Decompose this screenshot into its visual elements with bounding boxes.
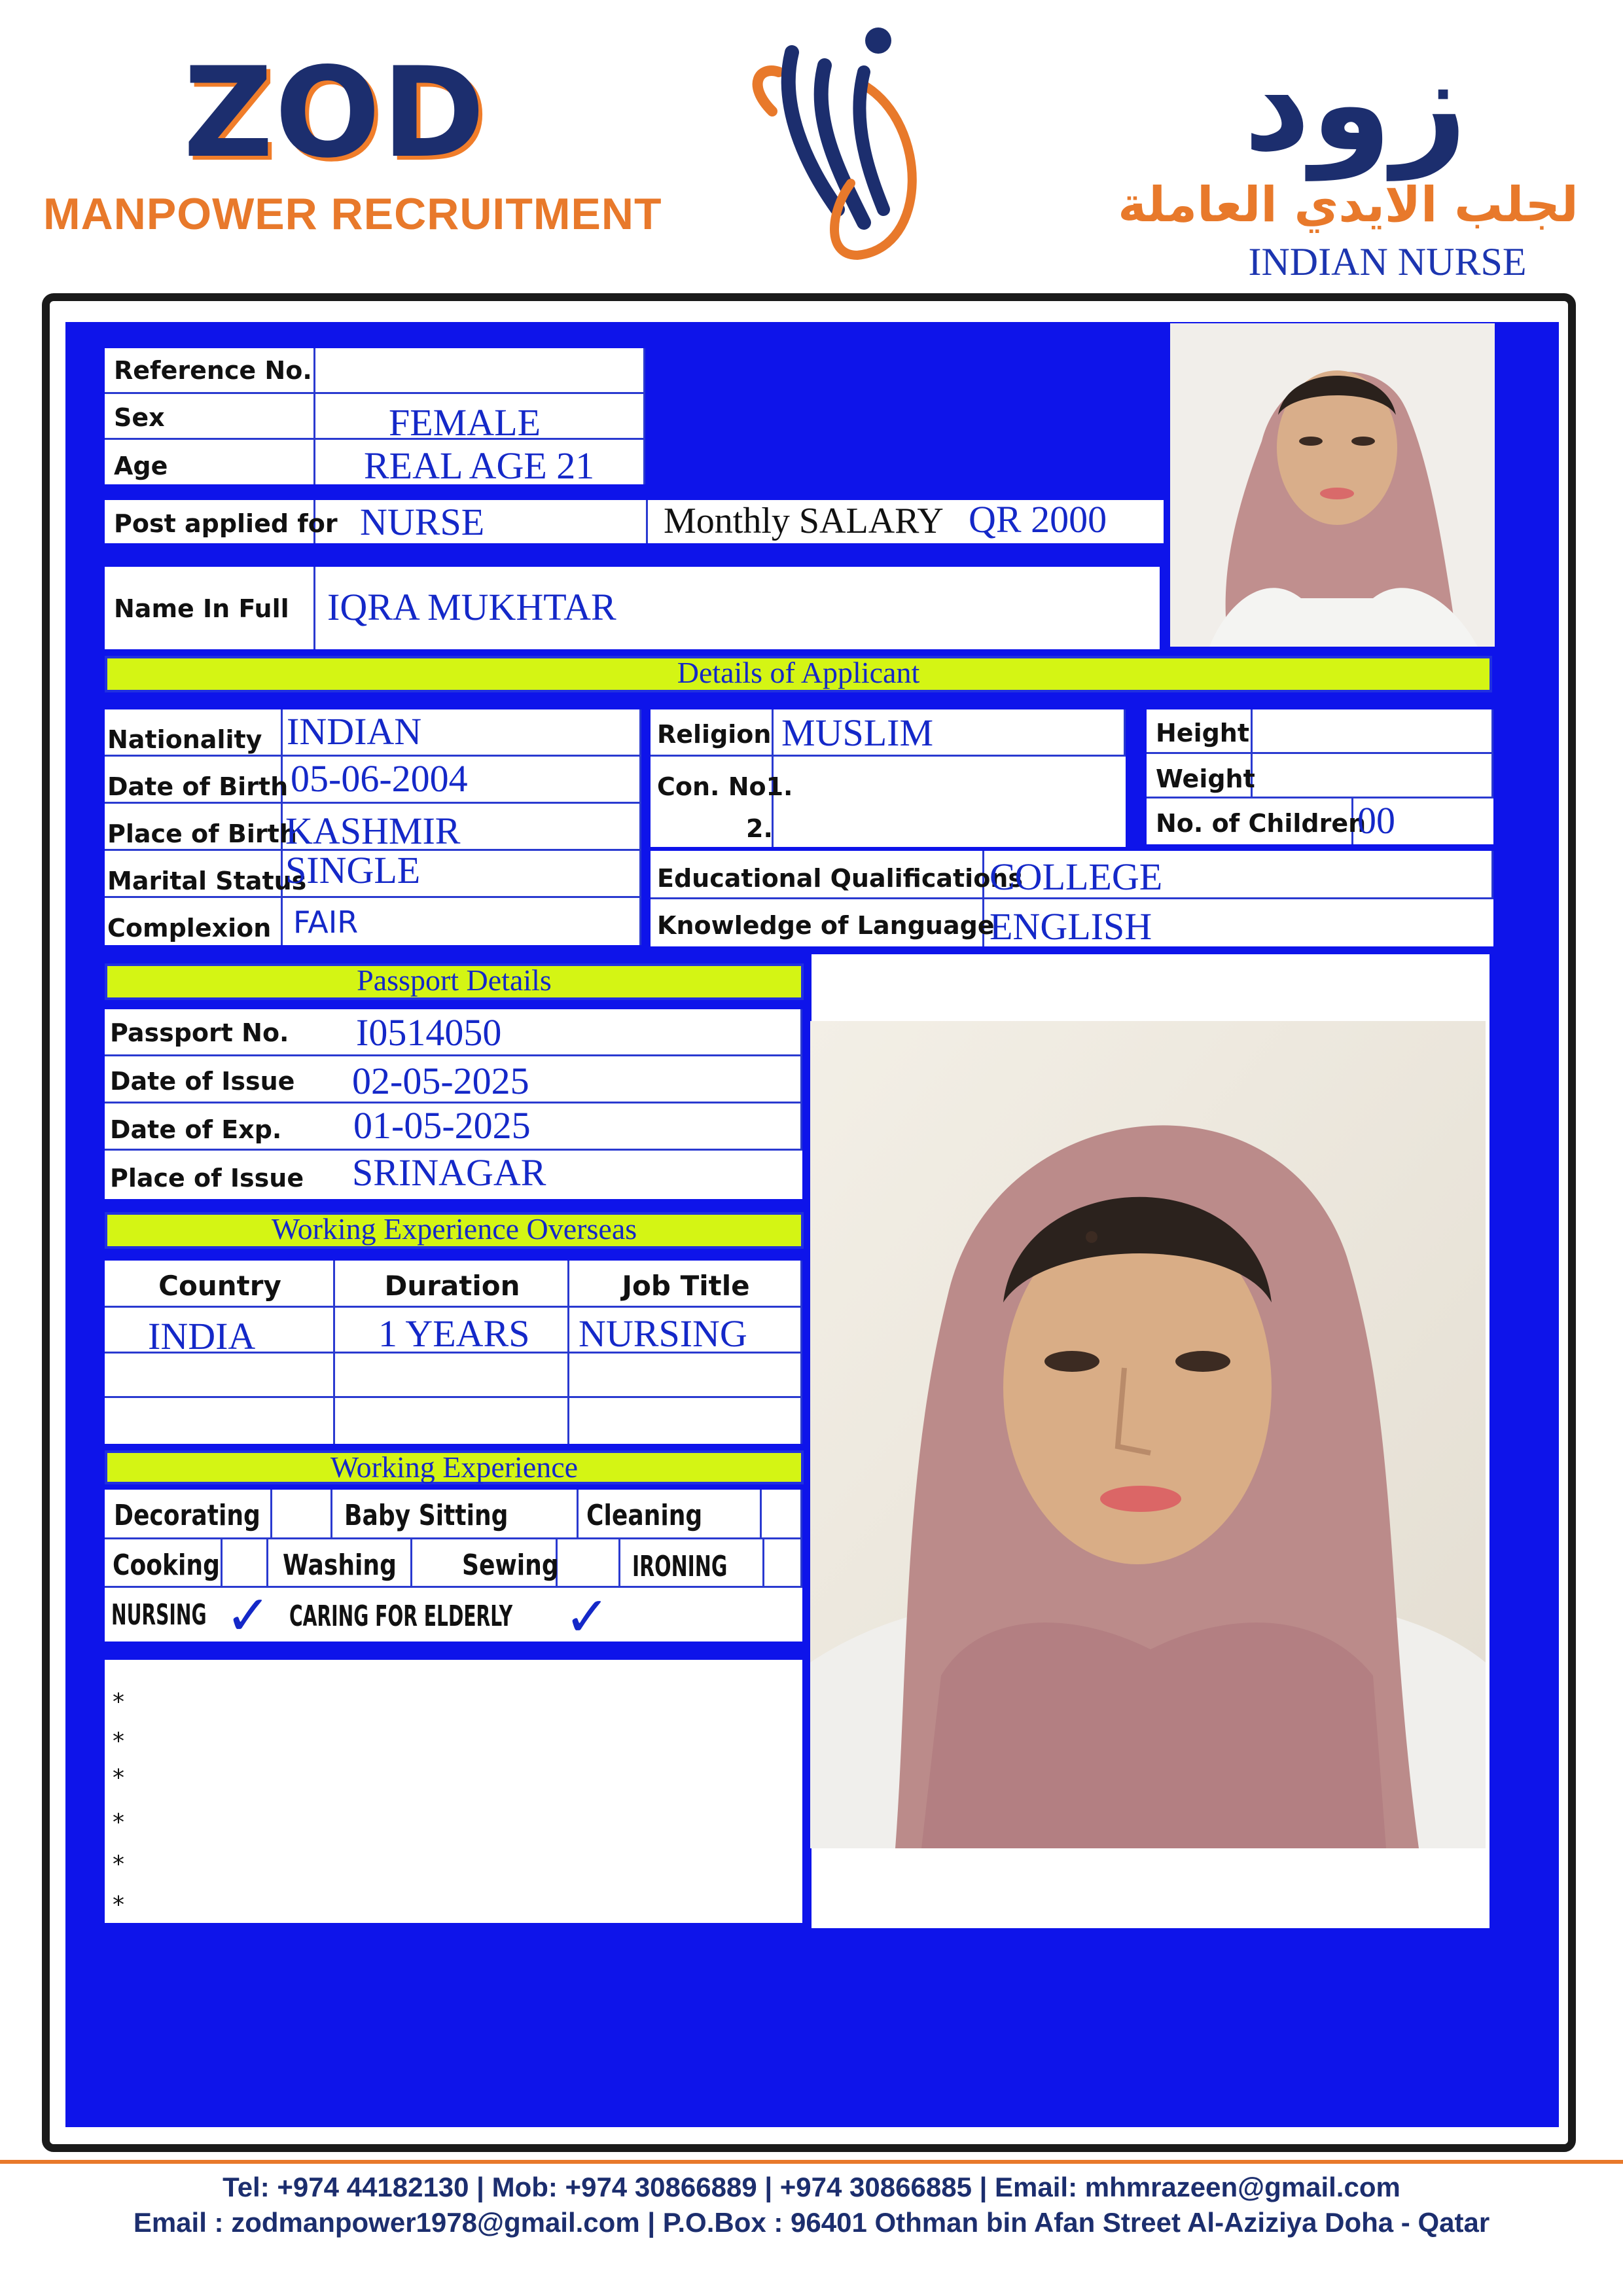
pob-value: KASHMIR bbox=[285, 810, 461, 852]
footer-divider bbox=[0, 2160, 1623, 2164]
passport-no-value: I0514050 bbox=[356, 1011, 502, 1054]
post-label: Post applied for bbox=[114, 509, 338, 538]
post-value: NURSE bbox=[360, 501, 485, 543]
exp-decorating: Decorating bbox=[114, 1499, 260, 1532]
applicant-photo-small bbox=[1170, 323, 1495, 647]
footer-contact-line1: Tel: +974 44182130 | Mob: +974 30866889 | +974 30866885 | Email: mhmrazeen@gmail.com bbox=[223, 2172, 1400, 2202]
note-bullet-1: * bbox=[113, 1689, 124, 1715]
language-value: ENGLISH bbox=[990, 905, 1152, 948]
overseas-duration-1: 1 YEARS bbox=[378, 1312, 530, 1355]
pob-label: Place of Birth bbox=[107, 819, 297, 848]
portrait-image-large bbox=[810, 1021, 1486, 1848]
exp-date-label: Date of Exp. bbox=[110, 1115, 282, 1144]
portrait-image-small bbox=[1170, 323, 1495, 647]
overseas-job-1: NURSING bbox=[579, 1312, 747, 1355]
religion-value: MUSLIM bbox=[781, 711, 934, 754]
children-value: 00 bbox=[1357, 799, 1395, 842]
nationality-label: Nationality bbox=[107, 725, 262, 754]
category-label: INDIAN NURSE bbox=[1248, 240, 1527, 283]
complexion-value: FAIR bbox=[293, 905, 359, 940]
exp-nursing: NURSING bbox=[111, 1598, 207, 1632]
marital-value: SINGLE bbox=[285, 849, 421, 891]
col-country: Country bbox=[158, 1270, 281, 1302]
exp-cleaning: Cleaning bbox=[586, 1499, 703, 1532]
overseas-section-title: Working Experience Overseas bbox=[105, 1212, 804, 1249]
place-issue-label: Place of Issue bbox=[110, 1164, 304, 1193]
identity-table bbox=[105, 348, 645, 487]
height-label: Height bbox=[1156, 719, 1250, 747]
exp-date-value: 01-05-2025 bbox=[353, 1104, 531, 1147]
applicant-photo-large bbox=[810, 1021, 1486, 1848]
brand-logo-text: ZOD bbox=[183, 41, 487, 185]
children-label: No. of Children bbox=[1156, 809, 1366, 838]
salary-value: QR 2000 bbox=[969, 498, 1107, 541]
education-table bbox=[651, 851, 1493, 946]
exp-cooking: Cooking bbox=[113, 1549, 220, 1582]
dob-label: Date of Birth bbox=[107, 772, 289, 801]
col-duration: Duration bbox=[384, 1270, 520, 1302]
note-bullet-6: * bbox=[113, 1892, 124, 1918]
overseas-country-1: INDIA bbox=[148, 1315, 256, 1357]
con2-label: 2. bbox=[746, 814, 773, 843]
brand-subtitle: MANPOWER RECRUITMENT bbox=[43, 189, 662, 239]
exp-ironing: IRONING bbox=[632, 1550, 728, 1583]
arabic-subtitle: لجلب الايدي العاملة bbox=[1118, 177, 1578, 233]
nursing-check-icon: ✓ bbox=[225, 1583, 272, 1647]
applicant-section-title: Details of Applicant bbox=[105, 656, 1492, 692]
nationality-value: INDIAN bbox=[287, 710, 422, 753]
exp-sewing: Sewing bbox=[462, 1549, 559, 1582]
religion-label: Religion bbox=[657, 720, 772, 749]
physical-table bbox=[1147, 709, 1493, 844]
weight-label: Weight bbox=[1156, 764, 1255, 793]
company-emblem-icon bbox=[733, 13, 942, 262]
overseas-table bbox=[105, 1261, 802, 1444]
experience-section-title: Working Experience bbox=[105, 1450, 804, 1484]
age-value: REAL AGE 21 bbox=[364, 444, 595, 487]
issue-date-label: Date of Issue bbox=[110, 1067, 295, 1096]
religion-table bbox=[651, 709, 1126, 847]
experience-table bbox=[105, 1490, 802, 1649]
reference-label: Reference No. bbox=[114, 356, 312, 385]
note-bullet-2: * bbox=[113, 1728, 124, 1755]
education-value: COLLEGE bbox=[990, 855, 1163, 898]
name-value: IQRA MUKHTAR bbox=[327, 586, 616, 628]
exp-washing: Washing bbox=[283, 1549, 397, 1582]
post-row bbox=[105, 500, 1164, 543]
passport-section-title: Passport Details bbox=[105, 963, 804, 1000]
salary-label: Monthly SALARY bbox=[664, 501, 944, 541]
note-bullet-3: * bbox=[113, 1765, 124, 1791]
age-label: Age bbox=[114, 452, 168, 480]
col-job-title: Job Title bbox=[622, 1270, 750, 1302]
name-row bbox=[105, 567, 1160, 649]
education-label: Educational Qualifications bbox=[657, 864, 1023, 893]
name-label: Name In Full bbox=[114, 594, 289, 623]
issue-date-value: 02-05-2025 bbox=[352, 1060, 529, 1102]
passport-table bbox=[105, 1009, 802, 1199]
language-label: Knowledge of Language bbox=[657, 911, 995, 940]
arabic-logo-text: زود bbox=[1243, 28, 1468, 181]
notes-box bbox=[105, 1660, 802, 1923]
place-issue-value: SRINAGAR bbox=[352, 1151, 546, 1194]
marital-label: Marital Status bbox=[107, 867, 307, 895]
applicant-left-table bbox=[105, 709, 641, 945]
con1-label: Con. No1. bbox=[657, 772, 793, 801]
complexion-label: Complexion bbox=[107, 914, 272, 942]
note-bullet-4: * bbox=[113, 1809, 124, 1836]
caring-check-icon: ✓ bbox=[564, 1585, 611, 1649]
dob-value: 05-06-2004 bbox=[291, 757, 468, 800]
exp-caring-elderly: CARING FOR ELDERLY bbox=[289, 1600, 513, 1633]
passport-no-label: Passport No. bbox=[110, 1018, 289, 1047]
sex-label: Sex bbox=[114, 403, 165, 432]
sex-value: FEMALE bbox=[389, 401, 541, 444]
exp-baby-sitting: Baby Sitting bbox=[344, 1499, 508, 1532]
footer-contact-line2: Email : zodmanpower1978@gmail.com | P.O.Box : 96401 Othman bin Afan Street Al-Aziziya Doha - Qatar bbox=[133, 2207, 1490, 2238]
note-bullet-5: * bbox=[113, 1851, 124, 1878]
